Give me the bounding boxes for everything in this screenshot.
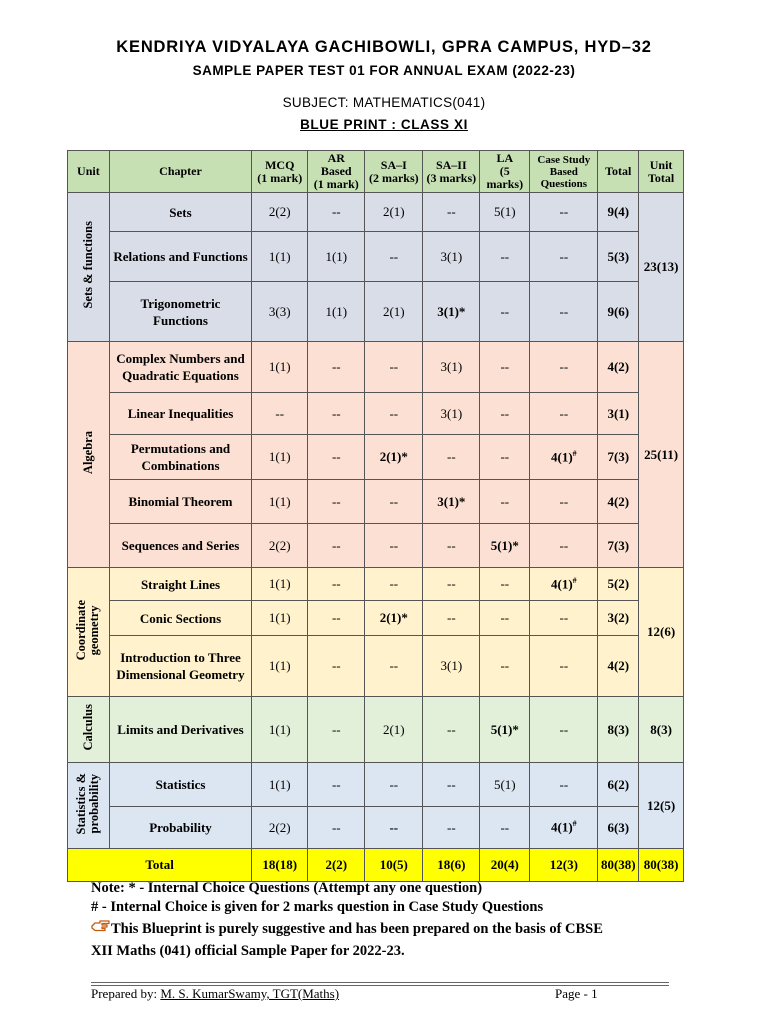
pointing-hand-icon [91,919,111,938]
mcq-cell: 1(1) [252,480,308,524]
total-sa2: 18(6) [423,849,480,882]
chapter-cell: Sequences and Series [109,524,252,568]
cs-cell: -- [530,524,598,568]
ar-cell: -- [308,480,365,524]
header-case-study: Case Study Based Questions [530,151,598,193]
total-cell: 4(2) [598,480,639,524]
total-cell: 4(2) [598,342,639,393]
table-row [68,601,684,636]
chapter-cell: Limits and Derivatives [109,697,252,763]
header-mcq: MCQ (1 mark) [252,151,308,193]
cs-cell: -- [530,697,598,763]
prepared-by: Prepared by: M. S. KumarSwamy, TGT(Maths) [91,986,340,1001]
cs-cell: -- [530,193,598,232]
table-row [68,282,684,342]
unit-total-cell: 23(13) [639,193,684,342]
total-cell: 4(2) [598,636,639,697]
total-label: Total [68,849,252,882]
la-cell: -- [480,232,530,282]
ar-cell: -- [308,601,365,636]
chapter-cell: Linear Inequalities [109,393,252,435]
unit-label: Sets & functions [68,193,110,342]
cs-cell: 4(1)# [530,435,598,480]
sa1-cell: 2(1) [365,193,423,232]
sa2-cell: 3(1)* [423,480,480,524]
sa2-cell: 3(1) [423,393,480,435]
cs-cell: 4(1)# [530,568,598,601]
header-sa1: SA–I (2 marks) [365,151,423,193]
sa1-cell: -- [365,807,423,849]
table-row [68,480,684,524]
chapter-cell: Relations and Functions [109,232,252,282]
chapter-cell: Probability [109,807,252,849]
subject-title: SUBJECT: MATHEMATICS(041) [282,95,486,110]
cs-cell: -- [530,763,598,807]
la-cell: 5(1) [480,193,530,232]
table-row [68,435,684,480]
sa2-cell: 3(1) [423,342,480,393]
mcq-cell: 1(1) [252,435,308,480]
chapter-cell: Introduction to Three Dimensional Geometry [109,636,252,697]
sa1-cell: -- [365,342,423,393]
ar-cell: -- [308,342,365,393]
note-case-study: # - Internal Choice is given for 2 marks question in Case Study Questions [91,899,544,915]
sa1-cell: -- [365,480,423,524]
cs-cell: -- [530,232,598,282]
ar-cell: -- [308,763,365,807]
table-row [68,232,684,282]
unit-total-cell: 8(3) [639,697,684,763]
mcq-cell: 1(1) [252,697,308,763]
note-blueprint: This Blueprint is purely suggestive and has been prepared on the basis of CBSE [91,919,603,938]
table-header-row [68,151,684,193]
unit-label: Coordinate geometry [68,568,110,697]
la-cell: -- [480,601,530,636]
mcq-cell: 3(3) [252,282,308,342]
mcq-cell: 2(2) [252,524,308,568]
mcq-cell: 1(1) [252,763,308,807]
mcq-cell: 1(1) [252,601,308,636]
sa1-cell: -- [365,763,423,807]
cs-cell: -- [530,601,598,636]
la-cell: -- [480,435,530,480]
total-cell: 7(3) [598,524,639,568]
total-cell: 3(1) [598,393,639,435]
total-ar: 2(2) [308,849,365,882]
table-row [68,697,684,763]
school-title: KENDRIYA VIDYALAYA GACHIBOWLI, GPRA CAMPUS, HYD–32 [116,38,652,56]
sa2-cell: -- [423,435,480,480]
sa1-cell: -- [365,568,423,601]
sa1-cell: 2(1)* [365,601,423,636]
table-row [68,342,684,393]
ar-cell: -- [308,697,365,763]
mcq-cell: 2(2) [252,807,308,849]
cs-cell: -- [530,282,598,342]
total-cs: 12(3) [530,849,598,882]
note-blueprint-cont: XII Maths (041) official Sample Paper for 2022-23. [91,943,405,959]
total-cell: 5(3) [598,232,639,282]
sa2-cell: 3(1) [423,232,480,282]
total-cell: 3(2) [598,601,639,636]
header-unit: Unit [68,151,110,193]
mcq-cell: 1(1) [252,342,308,393]
chapter-cell: Binomial Theorem [109,480,252,524]
sa2-cell: -- [423,568,480,601]
ar-cell: -- [308,524,365,568]
cs-cell: -- [530,342,598,393]
header-chapter: Chapter [109,151,252,193]
ar-cell: 1(1) [308,282,365,342]
mcq-cell: 2(2) [252,193,308,232]
total-cell: 6(2) [598,763,639,807]
mcq-cell: -- [252,393,308,435]
table-row [68,193,684,232]
unit-total-cell: 12(5) [639,763,684,849]
la-cell: 5(1)* [480,697,530,763]
total-row [68,849,684,882]
sa2-cell: -- [423,763,480,807]
header-ar: AR Based (1 mark) [308,151,365,193]
total-cell: 7(3) [598,435,639,480]
la-cell: -- [480,636,530,697]
chapter-cell: Complex Numbers and Quadratic Equations [109,342,252,393]
page-number: Page - 1 [555,986,598,1001]
sa1-cell: -- [365,393,423,435]
la-cell: -- [480,342,530,393]
footer-rule [91,982,669,983]
blueprint-title: BLUE PRINT : CLASS XI [300,117,468,132]
total-cell: 9(6) [598,282,639,342]
la-cell: -- [480,807,530,849]
chapter-cell: Permutations and Combinations [109,435,252,480]
unit-label: Calculus [68,697,110,763]
table-row [68,763,684,807]
unit-label: Algebra [68,342,110,568]
unit-total-cell: 12(6) [639,568,684,697]
la-cell: -- [480,480,530,524]
sa1-cell: 2(1) [365,282,423,342]
chapter-cell: Statistics [109,763,252,807]
unit-label: Statistics & probability [68,763,110,849]
header-unit-total: Unit Total [639,151,684,193]
blueprint-table [67,150,684,882]
total-mcq: 18(18) [252,849,308,882]
cs-cell: -- [530,480,598,524]
table-row [68,636,684,697]
unit-total-cell: 25(11) [639,342,684,568]
ar-cell: -- [308,435,365,480]
chapter-cell: Straight Lines [109,568,252,601]
cs-cell: -- [530,393,598,435]
sa2-cell: -- [423,697,480,763]
total-sa1: 10(5) [365,849,423,882]
total-unit-total: 80(38) [639,849,684,882]
total-cell: 5(2) [598,568,639,601]
table-row [68,524,684,568]
table-row [68,807,684,849]
ar-cell: -- [308,393,365,435]
ar-cell: -- [308,807,365,849]
sa1-cell: 2(1) [365,697,423,763]
la-cell: 5(1)* [480,524,530,568]
ar-cell: -- [308,568,365,601]
sa2-cell: -- [423,601,480,636]
total-cell: 8(3) [598,697,639,763]
header-sa2: SA–II (3 marks) [423,151,480,193]
ar-cell: 1(1) [308,232,365,282]
sa1-cell: -- [365,524,423,568]
table-row [68,568,684,601]
sa2-cell: 3(1)* [423,282,480,342]
header-la: LA (5 marks) [480,151,530,193]
cs-cell: -- [530,636,598,697]
cs-cell: 4(1)# [530,807,598,849]
ar-cell: -- [308,193,365,232]
sa1-cell: 2(1)* [365,435,423,480]
sa1-cell: -- [365,232,423,282]
chapter-cell: Trigonometric Functions [109,282,252,342]
chapter-cell: Sets [109,193,252,232]
la-cell: -- [480,568,530,601]
sa1-cell: -- [365,636,423,697]
total-total: 80(38) [598,849,639,882]
la-cell: -- [480,393,530,435]
note-internal-choice: Note: * - Internal Choice Questions (Attempt any one question) [91,880,483,896]
sa2-cell: -- [423,193,480,232]
mcq-cell: 1(1) [252,568,308,601]
paper-title: SAMPLE PAPER TEST 01 FOR ANNUAL EXAM (2022-23) [192,63,576,78]
total-cell: 6(3) [598,807,639,849]
chapter-cell: Conic Sections [109,601,252,636]
la-cell: 5(1) [480,763,530,807]
la-cell: -- [480,282,530,342]
total-la: 20(4) [480,849,530,882]
sa2-cell: -- [423,807,480,849]
total-cell: 9(4) [598,193,639,232]
sa2-cell: -- [423,524,480,568]
ar-cell: -- [308,636,365,697]
header-total: Total [598,151,639,193]
sa2-cell: 3(1) [423,636,480,697]
mcq-cell: 1(1) [252,232,308,282]
table-row [68,393,684,435]
mcq-cell: 1(1) [252,636,308,697]
